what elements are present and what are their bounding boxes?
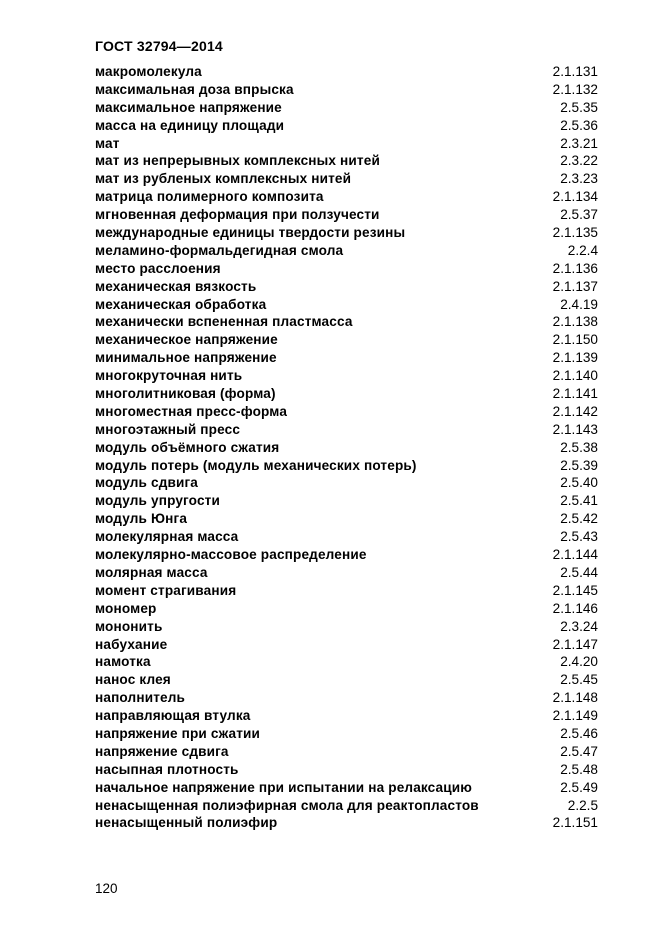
index-entry: [95, 546, 598, 564]
index-entry: [95, 242, 598, 260]
index-entry: [95, 600, 598, 618]
index-reference: 2.3.21: [560, 135, 598, 151]
index-entry: [95, 779, 598, 797]
index-reference: 2.1.145: [552, 582, 598, 598]
index-entry: [95, 761, 598, 779]
index-reference: 2.5.38: [560, 439, 598, 455]
index-term: ненасыщенная полиэфирная смола для реактопластов: [95, 797, 479, 813]
index-reference: 2.1.144: [552, 547, 598, 563]
index-reference: 2.1.137: [552, 278, 598, 294]
index-term: максимальная доза впрыска: [95, 81, 294, 97]
index-reference: 2.5.42: [560, 511, 598, 527]
index-reference: 2.1.146: [552, 600, 598, 616]
index-term: модуль объёмного сжатия: [95, 439, 280, 455]
index-entry: [95, 367, 598, 385]
index-reference: 2.1.142: [552, 403, 598, 419]
index-reference: 2.5.41: [560, 493, 598, 509]
index-entry: [95, 636, 598, 654]
index-term: модуль сдвига: [95, 475, 199, 491]
index-entry: [95, 474, 598, 492]
index-reference: 2.3.22: [560, 153, 598, 169]
index-reference: 2.5.48: [560, 761, 598, 777]
index-entry: [95, 63, 598, 81]
index-reference: 2.1.140: [552, 368, 598, 384]
index-reference: 2.4.20: [560, 654, 598, 670]
index-term: мат: [95, 135, 120, 151]
index-entry: [95, 725, 598, 743]
index-term: мат из непрерывных комплексных нитей: [95, 153, 380, 169]
index-entry: [95, 117, 598, 135]
index-reference: 2.1.141: [552, 386, 598, 402]
index-reference: 2.1.151: [552, 815, 598, 831]
index-entry: [95, 313, 598, 331]
index-entry: [95, 99, 598, 117]
index-term: напряжение при сжатии: [95, 725, 261, 741]
index-entry: [95, 689, 598, 707]
index-entry: [95, 152, 598, 170]
index-entry: [95, 385, 598, 403]
index-entry: [95, 510, 598, 528]
index-reference: 2.2.5: [567, 797, 598, 813]
index-term: мононить: [95, 618, 163, 634]
index-term: ненасыщенный полиэфир: [95, 815, 278, 831]
index-entry: [95, 582, 598, 600]
page-number: 120: [95, 881, 118, 896]
index-entry: [95, 439, 598, 457]
index-reference: 2.5.46: [560, 725, 598, 741]
index-entry: [95, 260, 598, 278]
index-entry: [95, 814, 598, 832]
index-term: многокруточная нить: [95, 368, 243, 384]
index-term: модуль Юнга: [95, 511, 188, 527]
index-term: максимальное напряжение: [95, 99, 282, 115]
index-term: многоэтажный пресс: [95, 421, 241, 437]
index-reference: 2.1.138: [552, 314, 598, 330]
index-term: мат из рубленых комплексных нитей: [95, 171, 352, 187]
index-term: момент страгивания: [95, 582, 237, 598]
index-term: меламино-формальдегидная смола: [95, 242, 344, 258]
term-index-list: [95, 63, 598, 832]
index-reference: 2.5.44: [560, 564, 598, 580]
index-reference: 2.4.19: [560, 296, 598, 312]
index-reference: 2.1.135: [552, 225, 598, 241]
index-reference: 2.5.40: [560, 475, 598, 491]
index-reference: 2.1.149: [552, 708, 598, 724]
index-entry: [95, 170, 598, 188]
index-term: многолитниковая (форма): [95, 386, 276, 402]
index-reference: 2.3.23: [560, 171, 598, 187]
index-term: молярная масса: [95, 564, 208, 580]
index-entry: [95, 135, 598, 153]
index-entry: [95, 331, 598, 349]
index-reference: 2.1.147: [552, 636, 598, 652]
index-entry: [95, 206, 598, 224]
index-reference: 2.1.143: [552, 421, 598, 437]
index-entry: [95, 296, 598, 314]
index-entry: [95, 797, 598, 815]
index-entry: [95, 707, 598, 725]
index-term: масса на единицу площади: [95, 117, 285, 133]
index-entry: [95, 224, 598, 242]
index-term: механическая обработка: [95, 296, 267, 312]
index-term: намотка: [95, 654, 151, 670]
index-entry: [95, 188, 598, 206]
index-term: механическое напряжение: [95, 332, 278, 348]
index-term: мономер: [95, 600, 157, 616]
index-term: модуль упругости: [95, 493, 220, 509]
index-entry: [95, 457, 598, 475]
index-reference: 2.5.47: [560, 743, 598, 759]
index-term: молекулярно-массовое распределение: [95, 547, 367, 563]
index-reference: 2.5.43: [560, 529, 598, 545]
index-entry: [95, 278, 598, 296]
index-entry: [95, 421, 598, 439]
index-reference: 2.1.134: [552, 189, 598, 205]
index-term: механически вспененная пластмасса: [95, 314, 353, 330]
index-reference: 2.1.148: [552, 690, 598, 706]
index-reference: 2.5.39: [560, 457, 598, 473]
index-term: молекулярная масса: [95, 529, 239, 545]
index-term: модуль потерь (модуль механических потерь): [95, 457, 417, 473]
index-reference: 2.2.4: [567, 242, 598, 258]
index-term: макромолекула: [95, 64, 202, 79]
index-term: мгновенная деформация при ползучести: [95, 207, 380, 223]
index-term: насыпная плотность: [95, 761, 239, 777]
index-term: напряжение сдвига: [95, 743, 229, 759]
document-header: ГОСТ 32794—2014: [95, 38, 223, 54]
index-term: нанос клея: [95, 672, 171, 688]
index-term: многоместная пресс-форма: [95, 403, 288, 419]
index-reference: 2.5.36: [560, 117, 598, 133]
index-reference: 2.3.24: [560, 618, 598, 634]
index-term: международные единицы твердости резины: [95, 225, 406, 241]
index-term: начальное напряжение при испытании на релаксацию: [95, 779, 473, 795]
index-reference: 2.1.132: [552, 81, 598, 97]
index-term: место расслоения: [95, 260, 221, 276]
index-entry: [95, 403, 598, 421]
index-entry: [95, 349, 598, 367]
index-entry: [95, 81, 598, 99]
index-term: механическая вязкость: [95, 278, 257, 294]
index-term: наполнитель: [95, 690, 186, 706]
index-reference: 2.5.45: [560, 672, 598, 688]
index-entry: [95, 564, 598, 582]
index-reference: 2.5.35: [560, 99, 598, 115]
index-term: минимальное напряжение: [95, 350, 277, 366]
index-entry: [95, 492, 598, 510]
index-term: матрица полимерного композита: [95, 189, 324, 205]
index-entry: [95, 528, 598, 546]
index-entry: [95, 671, 598, 689]
index-reference: 2.5.49: [560, 779, 598, 795]
index-entry: [95, 743, 598, 761]
index-reference: 2.1.139: [552, 350, 598, 366]
index-reference: 2.1.136: [552, 260, 598, 276]
index-reference: 2.1.131: [552, 64, 598, 79]
index-entry: [95, 653, 598, 671]
index-reference: 2.1.150: [552, 332, 598, 348]
index-entry: [95, 618, 598, 636]
index-reference: 2.5.37: [560, 207, 598, 223]
index-term: направляющая втулка: [95, 708, 251, 724]
index-term: набухание: [95, 636, 168, 652]
